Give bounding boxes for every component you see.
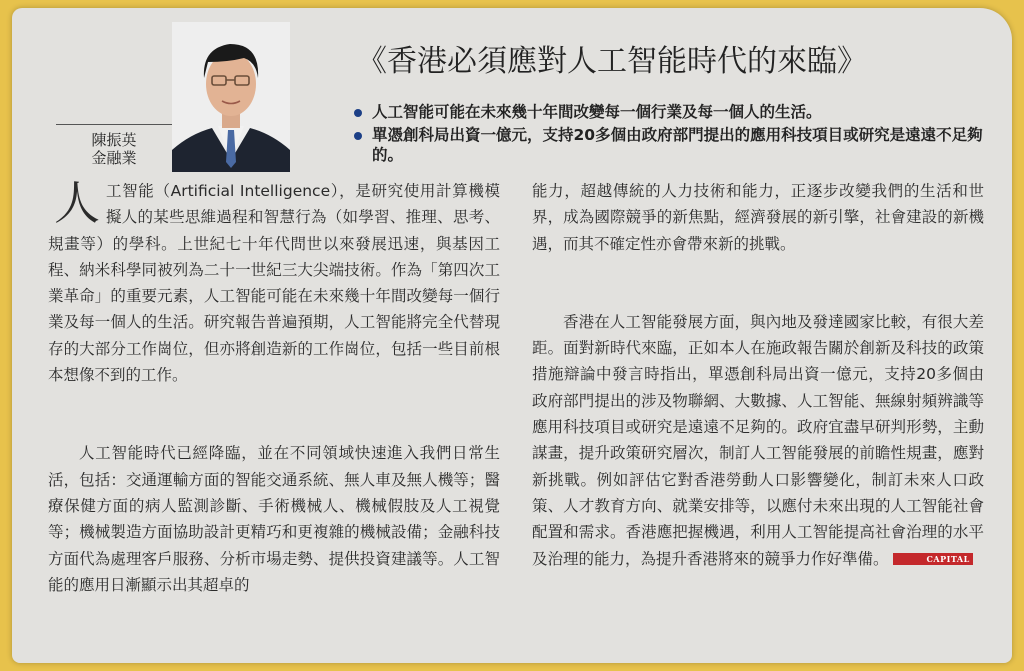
paragraph-text: 香港在人工智能發展方面，與內地及發達國家比較，有很大差距。面對新時代來臨，正如本人在施政報告關於創新及科技的政策措施辯論中發言時指出，單憑創科局出資一億元，支持20多個由政府部門提出的涉及物聯網、大數據、人工智能、無線射頻辨識等應用科技項目或研究是遠遠不足夠的。政府宜盡早研判形勢，主動謀畫，提升政策研究層次，制訂人工智能發展的前瞻性規畫，應對新挑戰。例如評估它對香港勞動人口影響變化，制訂未來人口政策、人才教育方向、就業安排等，以應付未來出現的人工智能社會配置和需求。香港應把握機遇，利用人工智能提高社會治理的水平及治理的能力，為提升香港將來的競爭力作好準備。	[532, 312, 984, 568]
paragraph	[48, 178, 500, 388]
paragraph: 人工智能時代已經降臨，並在不同領域快速進入我們日常生活，包括：交通運輸方面的智能交通系統、無人車及無人機等；醫療保健方面的病人監測診斷、手術機械人、機械假肢及人工視覺等；機械製造方面協助設計更精巧和更複雜的機械設備；金融科技方面代為處理客戶服務、分析市場走勢、提供投資建議等。人工智能的應用日漸顯示出其超卓的	[48, 444, 500, 594]
article-title: 《香港必須應對人工智能時代的來臨》	[357, 44, 867, 79]
paragraph: 能力，超越傳統的人力技術和能力，正逐步改變我們的生活和世界，成為國際競爭的新焦點，經濟發展的新引擎，社會建設的新機遇，而其不確定性亦會帶來新的挑戰。	[532, 182, 984, 253]
summary-bullet-text: 單憑創科局出資一億元，支持20多個由政府部門提出的應用科技項目或研究是遠遠不足夠的。	[372, 126, 983, 164]
article-column-left	[48, 178, 500, 598]
paragraph-text: 工智能（Artificial Intelligence），是研究使用計算機模擬人的某些思維過程和智慧行為（如學習、推理、思考、規畫等）的學科。上世紀七十年代問世以來發展迅速，與基因工程、納米科學同被列為二十一世紀三大尖端技術。作為「第四次工業革命」的重要元素，人工智能可能在未來幾十年間改變每一個行業及每一個人的生活。研究報告普遍預期，人工智能將完全代替現存的大部分工作崗位，但亦將創造新的工作崗位，包括一些目前根本想像不到的工作。	[48, 182, 500, 385]
author-title: 金融業	[91, 149, 137, 167]
paragraph-gap	[48, 388, 500, 440]
drop-cap: 人	[54, 176, 100, 230]
paragraph	[532, 309, 984, 572]
summary-bullet-text: 人工智能可能在未來幾十年間改變每一個行業及每一個人的生活。	[372, 103, 822, 121]
author-name: 陳振英	[91, 131, 137, 149]
author-byline	[56, 124, 172, 167]
capital-logo: CAPITAL	[893, 553, 973, 565]
bullet-dot-icon	[354, 109, 362, 117]
summary-bullets	[352, 102, 1002, 168]
article-column-right	[532, 178, 984, 572]
summary-bullet	[352, 102, 1002, 122]
newspaper-page	[12, 8, 1012, 663]
author-photo	[172, 22, 290, 172]
paragraph-gap	[532, 257, 984, 309]
bullet-dot-icon	[354, 132, 362, 140]
summary-bullet	[352, 125, 1002, 165]
